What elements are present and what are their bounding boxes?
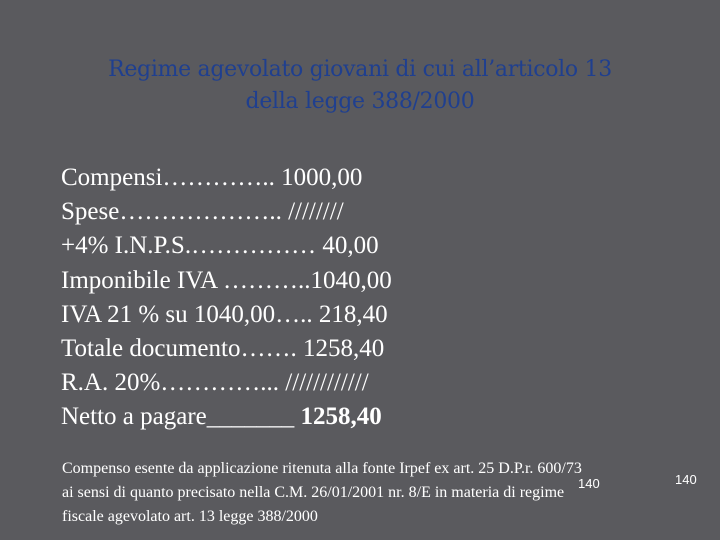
line-ritenuta: R.A. 20%…………... //////////// <box>61 369 369 397</box>
footnote-line-2: ai sensi di quanto precisato nella C.M. 26/01/2001 nr. 8/E in materia di regime <box>62 484 565 501</box>
line-totale: Totale documento……. 1258,40 <box>61 335 385 363</box>
line-netto <box>61 400 392 434</box>
title-line-2: della legge 388/2000 <box>245 89 475 114</box>
line-spese: Spese……………….. //////// <box>61 198 344 226</box>
footnote-line-1: Compenso esente da applicazione ritenuta alla fonte Irpef ex art. 25 D.P.r. 600/73 <box>62 460 582 477</box>
line-inps: +4% I.N.P.S.…………… 40,00 <box>61 232 379 260</box>
netto-amount: 1258,40 <box>300 403 382 431</box>
footnote-line-3: fiscale agevolato art. 13 legge 388/2000 <box>62 508 318 525</box>
invoice-lines <box>61 161 392 435</box>
title-line-1: Regime agevolato giovani di cui all’articolo 13 <box>108 57 612 82</box>
line-iva: IVA 21 % su 1040,00….. 218,40 <box>61 300 388 328</box>
slide-title <box>0 54 720 118</box>
line-compensi: Compensi………….. 1000,00 <box>61 164 363 191</box>
footnote <box>62 457 720 529</box>
page-number-duplicate: 140 <box>675 472 697 487</box>
line-imponibile: Imponibile IVA ………..1040,00 <box>61 266 392 294</box>
netto-label: Netto a pagare_______ <box>61 403 295 431</box>
page-number: 140 <box>578 476 600 491</box>
